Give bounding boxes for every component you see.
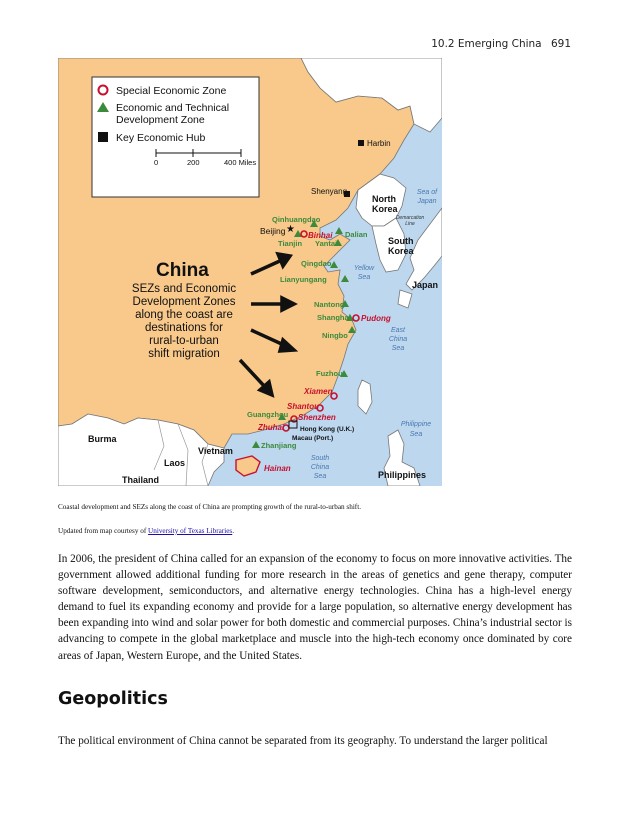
paragraph-1: In 2006, the president of China called for an expansion of the economy to focus on more innovative activities. The government allowed additional funding for more research in the areas of genetics and gene therapy, computer software development, semiconductors, and alternative energy technologies. China has a high-level energy demand to fuel its expanding economy and provide for a large population, so alternative energy development has been expanding into wind and solar power for both domestic and commercial purposes. China’s industrial sector is advancing to compete in the global marketplace and muscle into the high-tech economy once dominated by core areas of Japan, Western Europe, and the United States. bbox=[58, 553, 572, 662]
city-guangzhou: Guangzhou bbox=[247, 410, 289, 419]
overlay-line-4: destinations for bbox=[145, 322, 223, 334]
city-shantou: Shantou bbox=[287, 402, 319, 411]
legend-hub-label: Key Economic Hub bbox=[116, 132, 206, 144]
country-north-korea-2: Korea bbox=[372, 204, 398, 214]
city-pudong: Pudong bbox=[361, 314, 391, 323]
city-qinhuangdao: Qinhuangdao bbox=[272, 215, 321, 224]
country-burma: Burma bbox=[88, 434, 117, 444]
city-hainan: Hainan bbox=[264, 464, 291, 473]
sea-philippine-2: Sea bbox=[409, 431, 423, 438]
demarcation-line-2: Line bbox=[405, 221, 415, 227]
scale-0: 0 bbox=[154, 158, 159, 167]
map-title-china: China bbox=[156, 260, 209, 281]
city-zhuhai: Zhuhai bbox=[258, 423, 285, 432]
scale-200: 200 bbox=[187, 158, 200, 167]
overlay-line-3: along the coast are bbox=[135, 309, 233, 321]
country-japan: Japan bbox=[412, 280, 439, 290]
city-shanghai: Shanghai bbox=[317, 313, 351, 322]
country-south-korea-1: South bbox=[388, 236, 414, 246]
country-north-korea-1: North bbox=[372, 194, 396, 204]
section-heading: Geopolitics bbox=[58, 689, 168, 709]
scale-400: 400 Miles bbox=[224, 158, 257, 167]
city-yantai: Yantai bbox=[315, 239, 338, 248]
sea-east-china-3: Sea bbox=[391, 345, 405, 352]
running-head bbox=[431, 38, 571, 50]
sea-south-china-1: South bbox=[310, 455, 330, 462]
harbin-hub-marker bbox=[358, 140, 364, 146]
sea-yellow-2: Sea bbox=[357, 274, 371, 281]
city-ningbo: Ningbo bbox=[322, 331, 348, 340]
country-thailand: Thailand bbox=[122, 475, 160, 485]
credit-suffix: . bbox=[232, 527, 235, 535]
figure-caption: Coastal development and SEZs along the coast of China are prompting growth of the rural-to-urban shift. bbox=[58, 503, 361, 511]
sea-japan-1: Sea of bbox=[416, 189, 438, 196]
city-qingdao: Qingdao bbox=[301, 259, 332, 268]
sea-philippine-1: Philippine bbox=[400, 421, 432, 428]
overlay-line-5: rural-to-urban bbox=[149, 335, 219, 347]
page-number: 691 bbox=[550, 38, 571, 50]
country-laos: Laos bbox=[164, 458, 186, 468]
star-icon: ★ bbox=[286, 224, 295, 235]
city-beijing: Beijing bbox=[260, 226, 286, 236]
sea-japan-2: Japan bbox=[417, 198, 437, 205]
sea-south-china-3: Sea bbox=[313, 473, 327, 480]
credit-prefix: Updated from map courtesy of bbox=[58, 527, 149, 535]
overlay-line-2: Development Zones bbox=[132, 296, 236, 308]
legend bbox=[92, 77, 259, 197]
sea-south-china-2: China bbox=[310, 464, 330, 471]
city-zhanjiang: Zhanjiang bbox=[261, 441, 297, 450]
china-sez-map bbox=[58, 58, 442, 486]
legend-etdz-line2: Development Zone bbox=[116, 114, 205, 126]
city-shenzhen: Shenzhen bbox=[298, 413, 336, 422]
hub-legend-icon bbox=[98, 132, 108, 142]
city-fuzhou: Fuzhou bbox=[316, 369, 343, 378]
city-harbin: Harbin bbox=[367, 139, 391, 148]
country-south-korea-2: Korea bbox=[388, 246, 414, 256]
city-tianjin: Tianjin bbox=[278, 239, 303, 248]
credit-link[interactable]: University of Texas Libraries bbox=[148, 527, 233, 535]
country-philippines: Philippines bbox=[378, 470, 427, 480]
city-xiamen: Xiamen bbox=[304, 387, 333, 396]
city-hong-kong: Hong Kong (U.K.) bbox=[300, 426, 355, 433]
country-vietnam: Vietnam bbox=[198, 446, 233, 456]
figure-credit bbox=[58, 527, 570, 535]
city-lianyungang: Lianyungang bbox=[280, 275, 327, 284]
sea-east-china-1: East bbox=[390, 327, 406, 334]
overlay-line-6: shift migration bbox=[148, 348, 220, 360]
city-macau: Macau (Port.) bbox=[292, 435, 334, 442]
demarcation-line-1: Demarcation bbox=[395, 215, 425, 221]
city-dalian: Dalian bbox=[345, 230, 368, 239]
paragraph-2: The political environment of China cannot be separated from its geography. To understand the larger political bbox=[58, 735, 548, 747]
legend-etdz-line1: Economic and Technical bbox=[116, 102, 230, 114]
sea-east-china-2: China bbox=[388, 336, 408, 343]
running-head-section: 10.2 Emerging China bbox=[431, 38, 542, 50]
city-nantong: Nantong bbox=[314, 300, 345, 309]
sea-yellow-1: Yellow bbox=[353, 265, 375, 272]
city-binhai: Binhai bbox=[308, 231, 333, 240]
legend-sez-label: Special Economic Zone bbox=[116, 85, 227, 97]
city-shenyang: Shenyang bbox=[311, 187, 348, 196]
overlay-line-1: SEZs and Economic bbox=[131, 283, 237, 295]
